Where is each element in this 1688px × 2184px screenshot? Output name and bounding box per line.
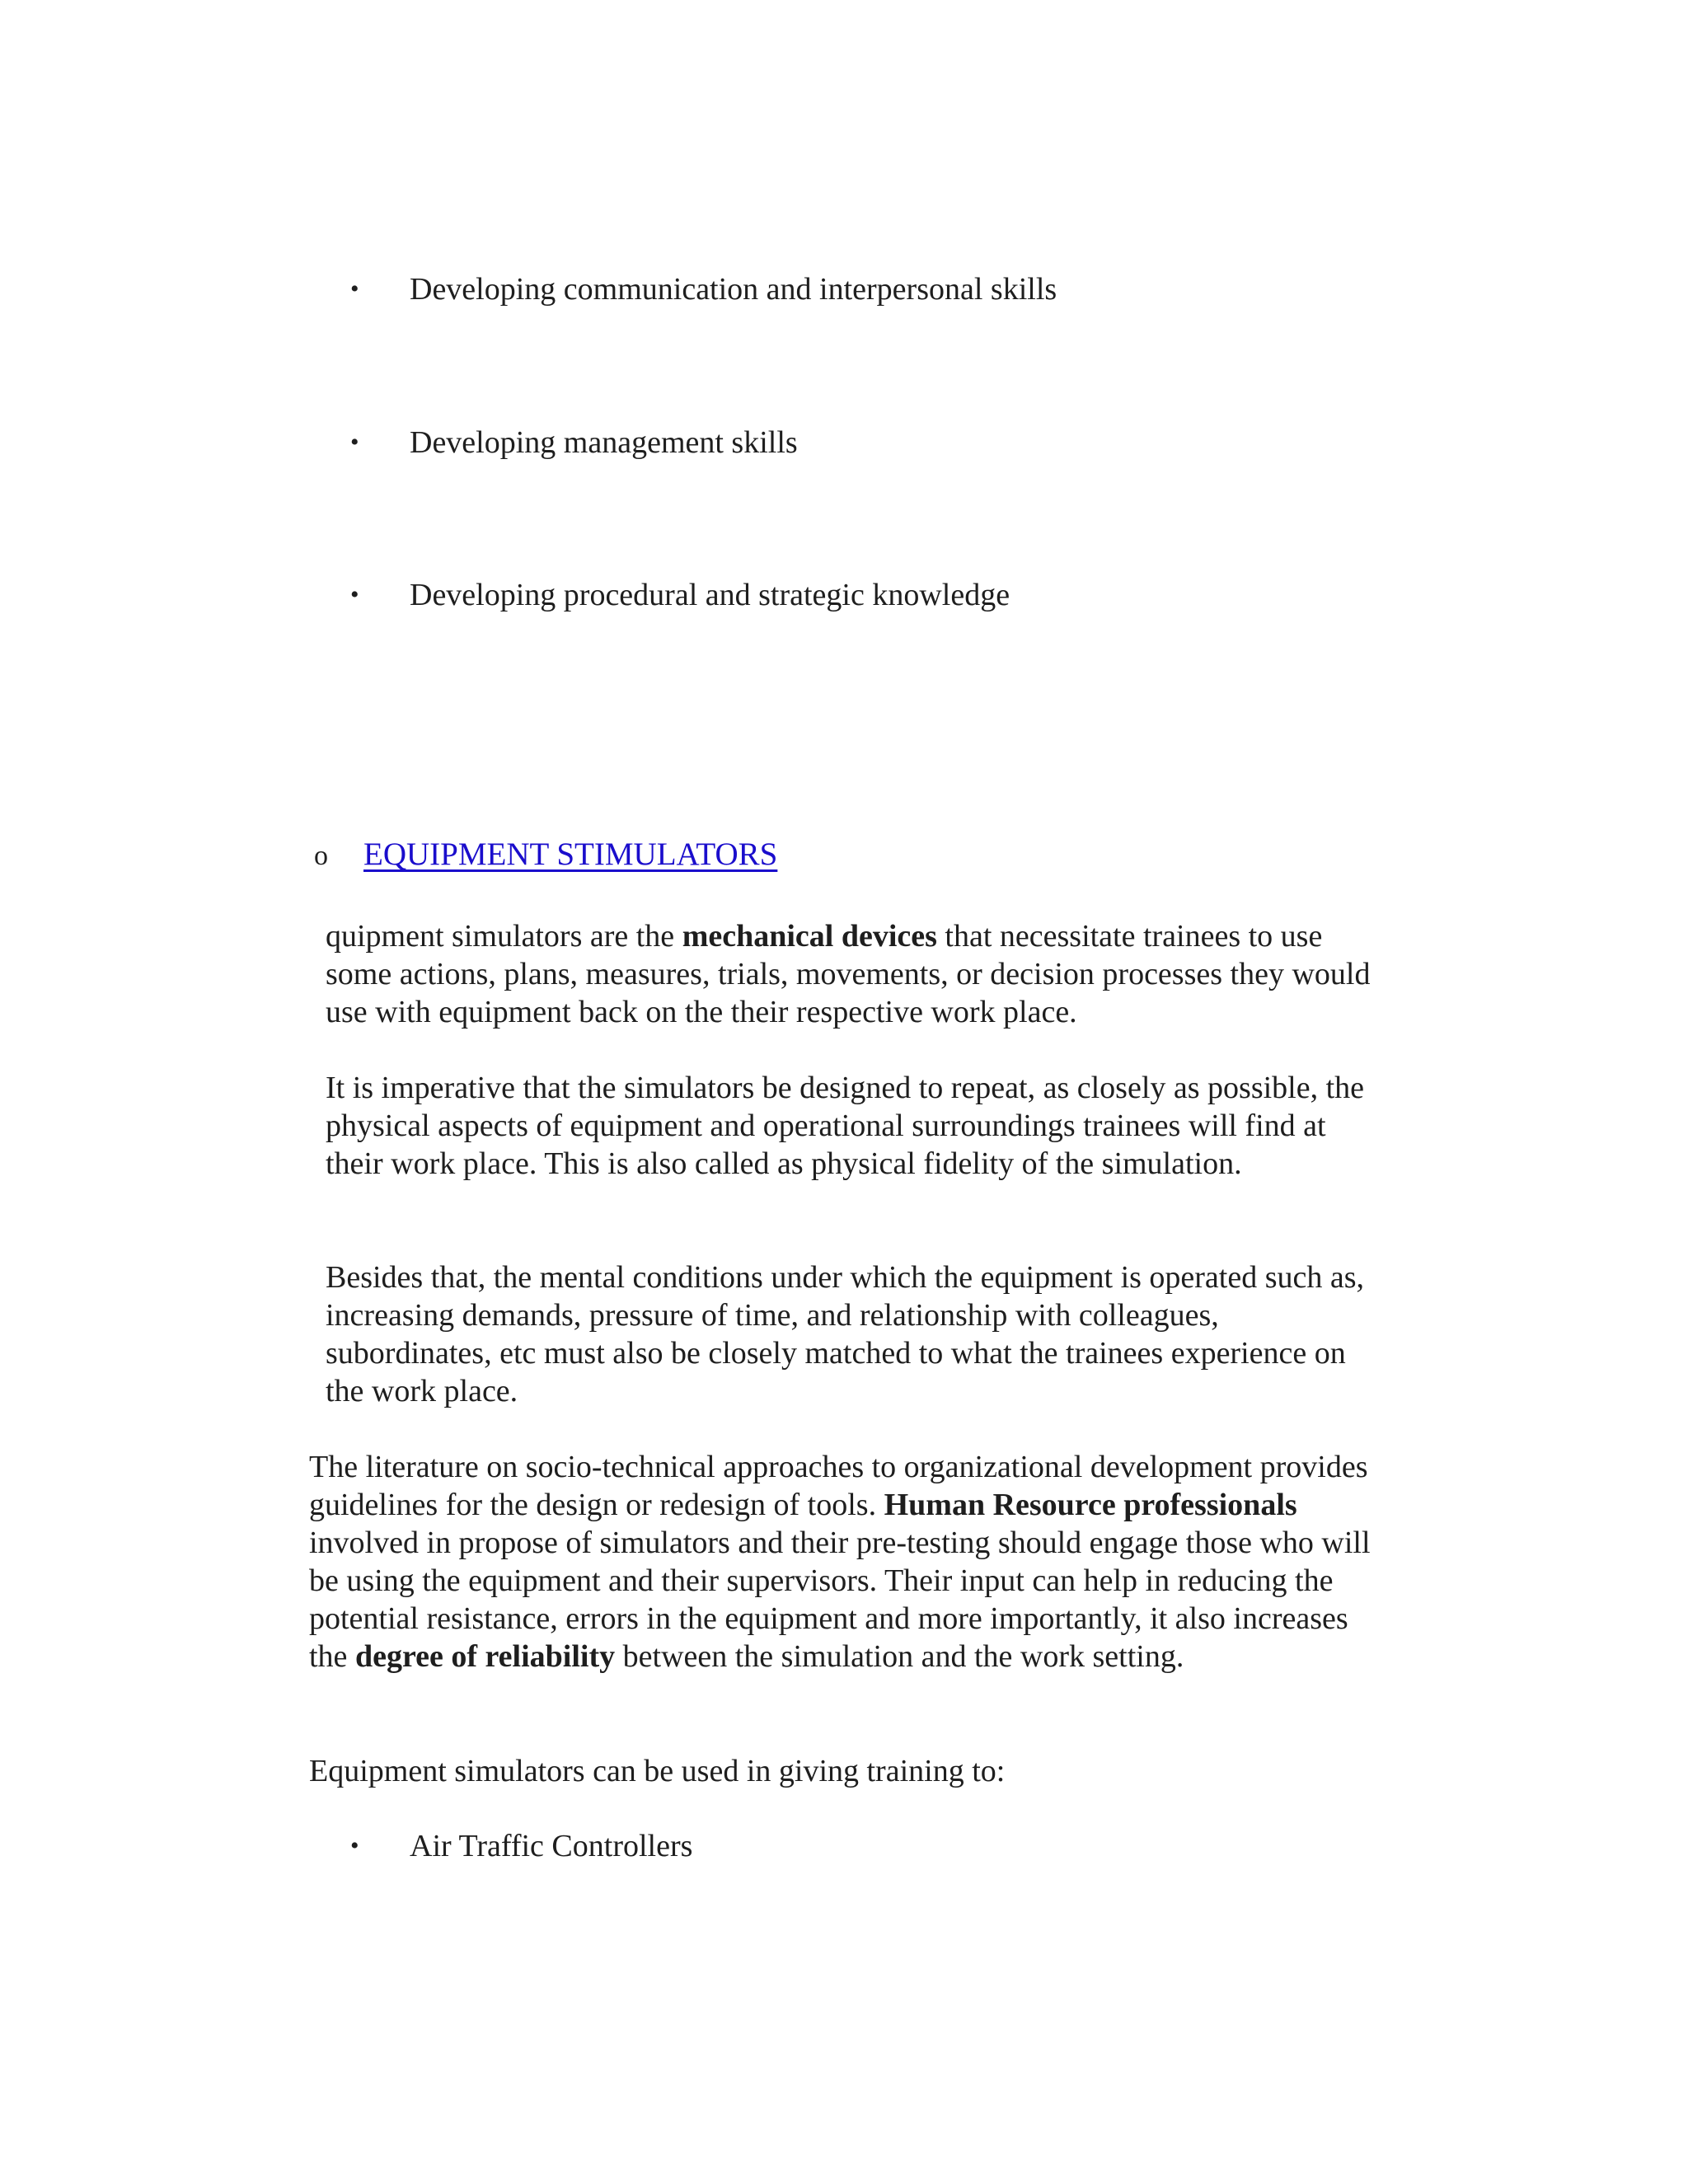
text-run: quipment simulators are the xyxy=(326,919,682,954)
section-heading xyxy=(314,836,777,875)
circle-bullet-icon: o xyxy=(314,841,328,871)
paragraph-intro xyxy=(326,917,1381,1031)
text-run: between the simulation and the work setting. xyxy=(615,1639,1184,1674)
bold-text: mechanical devices xyxy=(682,919,937,954)
list-item xyxy=(350,1827,692,1865)
bullet-icon: • xyxy=(350,1832,359,1859)
list-item xyxy=(350,424,798,462)
bold-text: Human Resource professionals xyxy=(884,1488,1297,1522)
paragraph-physical-fidelity: It is imperative that the simulators be designed to repeat, as closely as possible, the physical aspects of equipment and operational surroundings trainees will find at their work place. This is also called as physical fidelity of the simulation. xyxy=(326,1071,1365,1181)
bullet-icon: • xyxy=(350,581,359,608)
text-run: The literature on socio-technical approaches to organizational development provides guidelines for the design or redesign of tools. xyxy=(309,1450,1368,1522)
paragraph-training-uses: Equipment simulators can be used in giving training to: xyxy=(309,1754,1006,1788)
equipment-stimulators-link[interactable]: EQUIPMENT STIMULATORS xyxy=(363,837,778,872)
text-run: that necessitate trainees to use some actions, plans, measures, trials, movements, or decision processes they would use with equipment back on the their respective work place. xyxy=(326,919,1371,1029)
bullet-icon: • xyxy=(350,275,359,302)
list-item xyxy=(350,576,1010,614)
list-item-text: Air Traffic Controllers xyxy=(410,1829,693,1863)
list-item-text: Developing procedural and strategic knowledge xyxy=(410,578,1010,612)
bold-text: degree of reliability xyxy=(354,1639,616,1674)
list-item-text: Developing management skills xyxy=(410,425,798,460)
paragraph-mental-conditions: Besides that, the mental conditions under which the equipment is operated such as, increasing demands, pressure of time, and relationship with colleagues, subordinates, etc must also be closely matched to what the trainees experience on the work place. xyxy=(326,1260,1365,1408)
paragraph-literature xyxy=(309,1448,1381,1675)
list-item-text: Developing communication and interpersonal skills xyxy=(410,272,1057,307)
list-item xyxy=(350,270,1057,308)
bullet-icon: • xyxy=(350,429,359,456)
text-run: involved in propose of simulators and their pre-testing should engage those who will be using the equipment and their supervisors. Their input can help in reducing the potential resistance, errors in the equipment and more importantly, it also increases the xyxy=(309,1526,1371,1674)
